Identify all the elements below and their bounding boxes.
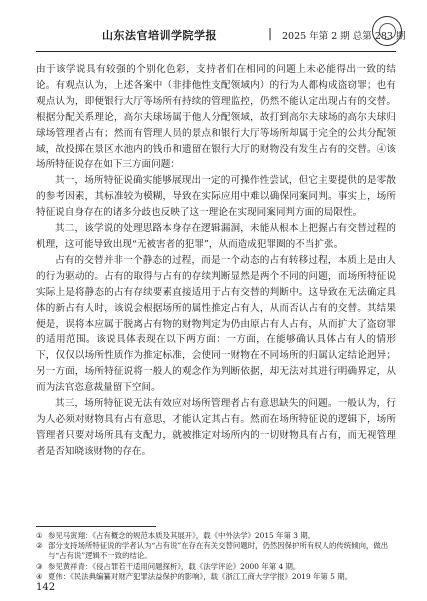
footnote: [36, 562, 396, 572]
paragraph: 占有的交替并非一个静态的过程，而是一个动态的占有转移过程，本质上是由人的行为驱动的。占有的取得与占有的存续判断显然是两个不同的问题，而场所特征说实际上是将静态的占有存续要素直接适用于占有交替的判断中。这导致在无法确定具体的新占有人时，该说会根据场所的属性推定占有人，从而否认占有的交替。其结果便是，误将本应属于脱离占有物的财物判定为仍由原占有人占有，从而扩大了盗窃罪的适用范围。该说具体表现在以下两方面：一方面，在能够确认具体占有人的情形下，仅仅以场所性质作为推定标准，会使同一财物在不同场所的归属认定结论迥异；另一方面，场所特征说将一般人的观念作为判断依据，却无法对其进行明确界定，从而为法官恣意裁量留下空间。: [36, 254, 396, 394]
footnote-rule: [36, 526, 156, 527]
footnote: [36, 541, 396, 561]
footnote-text: 部分支持场所特征说的学者认为“占有说”在存在有关交替问题时，仍然因保护所有权人的传统倾向，做出与“占有说”逻辑不一致的结论。: [48, 541, 389, 561]
paragraph: 其二，该学说的处理思路本身存在逻辑漏洞，未能从根本上把握占有交替过程的机理，这可能导致出现“无被害者的犯罪”，从而造成犯罪圈的不当扩张。: [36, 223, 396, 250]
issue-info: 2025 年第 2 期 总第 283 期: [282, 31, 406, 42]
footnote-text: 参见黄祥青：《侵占罪若干适用问题探析》，载《法学评论》2000 年第 4 期。: [48, 561, 301, 571]
footnote: [36, 572, 396, 582]
footnote-mark: ③: [36, 561, 43, 571]
footnote-mark: ④: [36, 571, 43, 581]
paragraph: 由于该学说具有较强的个别化色彩，支持者们在相同的问题上未必能得出一致的结论。有观点认为，上述各案中（非排他性支配领域内）的行为人都构成盗窃罪；也有观点认为，即便银行大厅等场所有持续的管理监控，仍然不能认定出现占有的交替。根据分配关系理论，高尔夫球场属于他人分配领域，故打到高尔夫球场的高尔夫球归球场管理者占有；然而有管理人员的景点和银行大厅等场所却属于完全的公共分配领域，故投掷在景区水池内的钱币和遗留在银行大厅的财物没有发生占有的交替。④该场所特征说存在如下三方面问题：: [36, 64, 396, 171]
page-number: 142: [36, 582, 56, 593]
footnote-text: 参见马寅翔：《占有概念的规范本质及其展开》，载《中外法学》2015 年第 3 期。: [48, 531, 316, 540]
journal-title: 山东法官培训学院学报: [102, 29, 217, 42]
footnote: [36, 531, 396, 541]
article-body: [36, 62, 396, 460]
header-separator: |: [268, 26, 273, 40]
footnotes: [36, 531, 396, 582]
running-header: [36, 14, 406, 48]
journal-seal-logo: [372, 16, 402, 46]
header-rule: [36, 51, 396, 52]
footnote-text: 夏伟：《民法典编纂对财产犯罪法益保护的影响》，载《浙江工商大学学报》2019 年第 5 期。: [48, 571, 353, 581]
footnote-mark: ①: [36, 531, 43, 540]
paragraph: 其一，场所特征说确实能够展现出一定的可操作性尝试，但它主要提供的是零散的参考因素，其标准较为模糊，导致在实际应用中难以确保同案同判。事实上，场所特征说自身存在的诸多分歧也反映了这一理论在实现同案同判方面的局限性。: [36, 175, 396, 219]
footnote-mark: ②: [36, 541, 43, 551]
paragraph: 其三，场所特征说无法有效应对场所管理者占有意思缺失的问题。一般认为，行为人必须对财物具有占有意思，才能认定其占有。然而在场所特征说的逻辑下，场所管理者只要对场所具有支配力，就被推定对场所内的一切财物具有占有，而无视管理者是否知晓该财物的存在。: [36, 398, 396, 457]
